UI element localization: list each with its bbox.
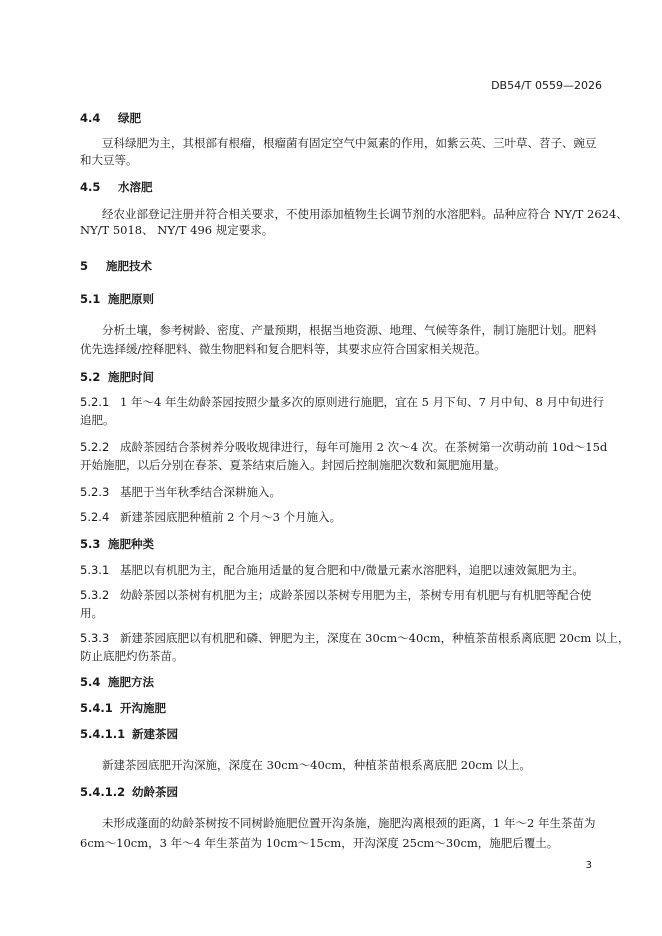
clause-number: 5.2.2: [80, 440, 110, 454]
section-number: 4.5: [80, 180, 101, 194]
subsection-number: 5.4.1.2: [80, 785, 126, 799]
section-number: 4.4: [80, 111, 101, 125]
clause-text: 1 年～4 年生幼龄茶园按照少量多次的原则进行施肥，宜在 5 月下旬、7 月中旬、8 月中旬进行: [120, 395, 605, 409]
clause-number: 5.2.1: [80, 395, 110, 409]
paragraph-line: NY/T 5018、 NY/T 496 规定要求。: [80, 223, 274, 237]
section-number: 5.4: [80, 675, 101, 689]
clause-text: 基肥于当年秋季结合深耕施入。: [120, 485, 281, 499]
paragraph-line: 分析土壤，参考树龄、密度、产量预期，根据当地资源、地理、气候等条件，制订施肥计划。肥料: [102, 323, 597, 337]
paragraph-line: 开始施肥，以后分别在春茶、夏茶结束后施入。封园后控制施肥次数和氮肥施用量。: [80, 458, 506, 472]
paragraph-line: 6cm～10cm，3 年～4 年生茶苗为 10cm～15cm，开沟深度 25cm～30cm，施肥后覆土。: [80, 836, 559, 850]
section-title: 施肥方法: [108, 675, 154, 689]
paragraph-line: 优先选择缓/控释肥料、微生物肥料和复合肥料等，其要求应符合国家相关规范。: [80, 342, 487, 356]
clause-text: 新建茶园底肥以有机肥和磷、钾肥为主，深度在 30cm～40cm，种植茶苗根系离底肥 20cm 以上，: [120, 631, 630, 645]
subsection-title: 开沟施肥: [120, 701, 166, 715]
subsection-title: 幼龄茶园: [132, 785, 178, 799]
subsection-number: 5.4.1: [80, 701, 113, 715]
clause-line: [80, 439, 607, 455]
section-heading: [80, 369, 154, 385]
paragraph-line: 未形成蓬面的幼龄茶树按不同树龄施肥位置开沟条施，施肥沟离根颈的距离，1 年～2 年生茶苗为: [102, 816, 596, 830]
clause-number: 5.3.1: [80, 563, 110, 577]
chapter-title: 施肥技术: [106, 259, 152, 273]
chapter-heading: [80, 258, 152, 274]
paragraph-line: 用。: [80, 606, 103, 620]
clause-text: 成龄茶园结合茶树养分吸收规律进行，每年可施用 2 次～4 次。在茶树第一次萌动前 10d～15d: [120, 440, 608, 454]
subsection-number: 5.4.1.1: [80, 727, 126, 741]
chapter-number: 5: [80, 259, 89, 273]
section-heading: [80, 674, 154, 690]
paragraph-line: 防止底肥灼伤茶苗。: [80, 649, 184, 663]
subsection-title: 新建茶园: [132, 727, 178, 741]
section-heading: [80, 179, 153, 195]
clause-number: 5.3.2: [80, 588, 110, 602]
subsection-heading: [80, 726, 178, 742]
section-number: 5.3: [80, 537, 101, 551]
section-title: 施肥时间: [108, 370, 154, 384]
clause-line: [80, 562, 584, 578]
document-code: DB54/T 0559—2026: [491, 79, 602, 92]
page-number: 3: [585, 860, 592, 871]
section-number: 5.1: [80, 292, 101, 306]
clause-number: 5.2.3: [80, 485, 110, 499]
clause-number: 5.3.3: [80, 631, 110, 645]
clause-line: [80, 484, 281, 500]
section-title: 施肥原则: [108, 292, 154, 306]
paragraph-line: 新建茶园底肥开沟深施，深度在 30cm～40cm，种植茶苗根系离底肥 20cm 以上。: [102, 758, 531, 772]
clause-text: 基肥以有机肥为主，配合施用适量的复合肥和中/微量元素水溶肥料，追肥以速效氮肥为主。: [120, 563, 584, 577]
section-heading: [80, 536, 154, 552]
clause-text: 新建茶园底肥种植前 2 个月～3 个月施入。: [120, 510, 342, 524]
section-title: 绿肥: [118, 111, 141, 125]
section-title: 水溶肥: [118, 180, 153, 194]
clause-line: [80, 509, 341, 525]
section-number: 5.2: [80, 370, 101, 384]
clause-line: [80, 587, 592, 603]
paragraph-line: 追肥。: [80, 413, 115, 427]
section-title: 施肥种类: [108, 537, 154, 551]
clause-text: 幼龄茶园以茶树有机肥为主；成龄茶园以茶树专用肥为主，茶树专用有机肥与有机肥等配合使: [120, 588, 592, 602]
subsection-heading: [80, 700, 166, 716]
paragraph-line: 豆科绿肥为主，其根部有根瘤，根瘤菌有固定空气中氮素的作用，如紫云英、三叶草、苕子、豌豆: [102, 136, 597, 150]
paragraph-line: 经农业部登记注册并符合相关要求，不使用添加植物生长调节剂的水溶肥料。品种应符合 NY/T 2624、: [102, 207, 628, 221]
clause-line: [80, 394, 604, 410]
clause-line: [80, 630, 629, 646]
section-heading: [80, 291, 154, 307]
paragraph-line: 和大豆等。: [80, 153, 138, 167]
clause-number: 5.2.4: [80, 510, 110, 524]
subsection-heading: [80, 784, 178, 800]
section-heading: [80, 110, 141, 126]
